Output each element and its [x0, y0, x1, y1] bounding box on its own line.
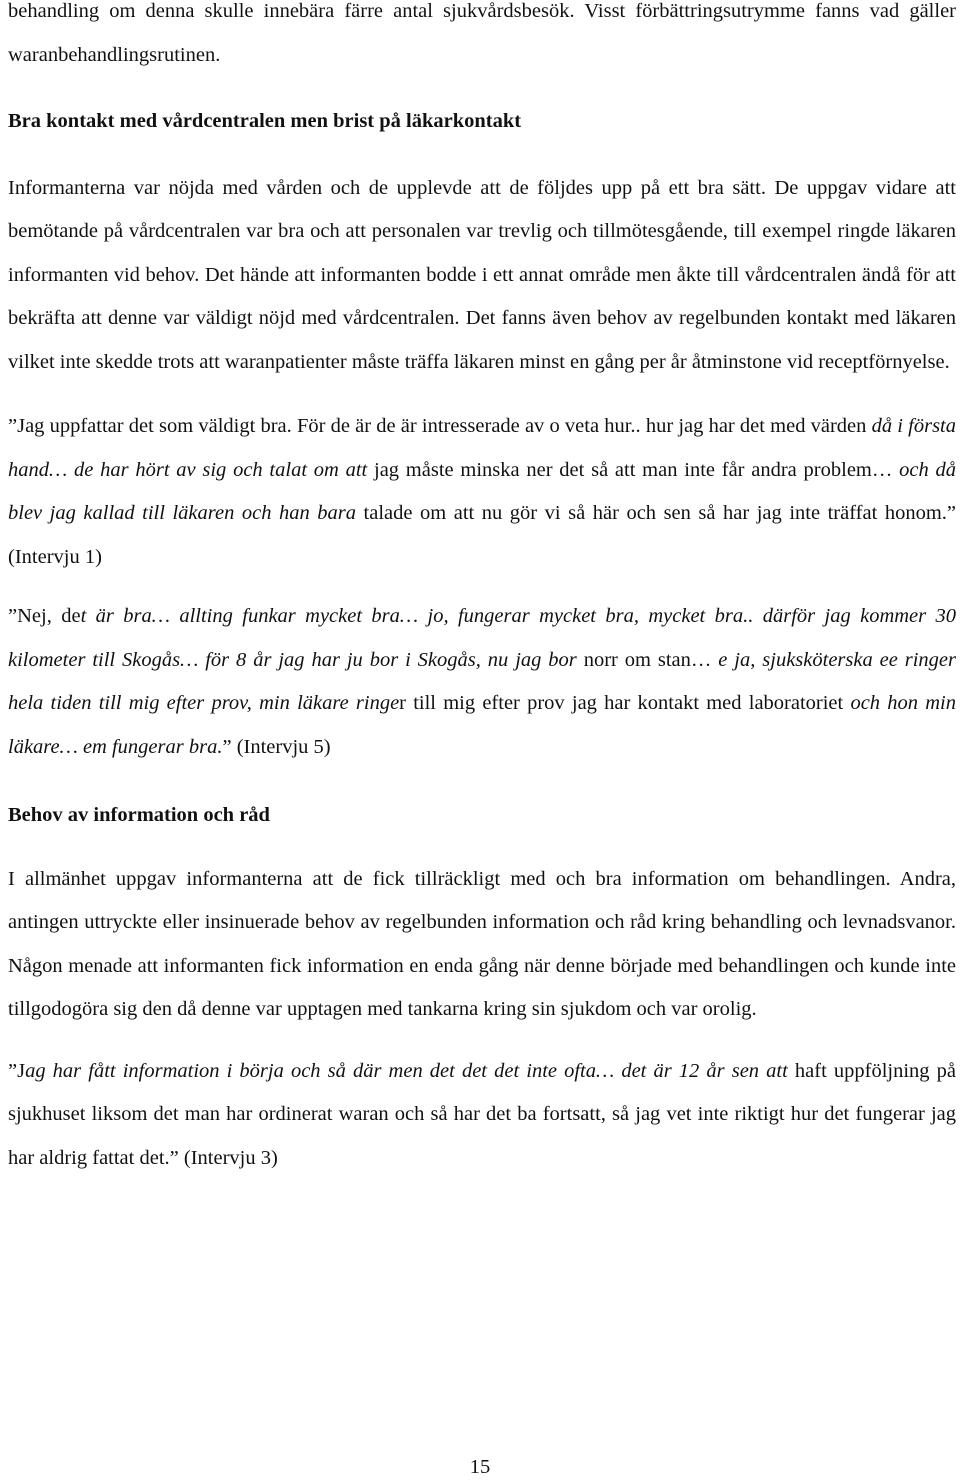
section-heading-information: Behov av information och råd: [8, 804, 270, 826]
paragraph-continuation: behandling om denna skulle innebära färre antal sjukvårdsbesök. Visst förbättringsutrymme fanns vad gäller waranbehandlingsrutinen.: [8, 0, 956, 66]
paragraph-contact: Informanterna var nöjda med vården och de upplevde att de följdes upp på ett bra sätt. De uppgav vidare att bemötande på vårdcentralen var bra och att personalen var trevlig och tillmötesgående, till exempel ringde läkaren informanten vid behov. Det hände att informanten bodde i ett annat område men åkte till vårdcentralen ändå för att bekräfta att denne var väldigt nöjd med vårdcentralen. Det fanns även behov av regelbunden kontakt med läkaren vilket inte skedde trots att waranpatienter måste träffa läkaren minst en gång per år åtminstone vid receptförnyelse.: [8, 176, 956, 373]
document-page: [8, 0, 956, 1180]
quote-interview-5: ”Nej, det är bra… allting funkar mycket bra… jo, fungerar mycket bra, mycket bra.. därför jag kommer 30 kilometer till Skogås… för 8 år jag har ju bor i Skogås, nu jag bor norr om stan… e ja, sjuksköterska ee ringer hela tiden till mig efter prov, min läkare ringer till mig efter prov jag har kontakt med laboratoriet och hon min läkare… em fungerar bra.” (Intervju 5): [8, 605, 957, 758]
section-heading-contact: Bra kontakt med vårdcentralen men brist på läkarkontakt: [8, 110, 522, 132]
quote-interview-3: ”Jag har fått information i börja och så där men det det det inte ofta… det är 12 år sen att haft uppföljning på sjukhuset liksom det man har ordinerat waran och så har det ba fortsatt, så jag vet inte riktigt hur det fungerar jag har aldrig fattat det.” (Intervju 3): [8, 1059, 956, 1169]
quote-interview-1: ”Jag uppfattar det som väldigt bra. För de är de är intresserade av o veta hur.. hur jag har det med värden då i första hand… de har hört av sig och talat om att jag måste minska ner det så att man inte får andra problem… och då blev jag kallad till läkaren och han bara talade om att nu gör vi så här och sen så har jag inte träffat honom.” (Intervju 1): [8, 415, 956, 568]
page-number: 15: [469, 1456, 491, 1478]
paragraph-information: I allmänhet uppgav informanterna att de fick tillräckligt med och bra information om behandlingen. Andra, antingen uttryckte eller insinuerade behov av regelbunden information och råd kring behandling och levnadsvanor. Någon menade att informanten fick information en enda gång när denne började med behandlingen och kunde inte tillgodogöra sig den då denne var upptagen med tankarna kring sin sjukdom och var orolig.: [8, 867, 956, 1020]
